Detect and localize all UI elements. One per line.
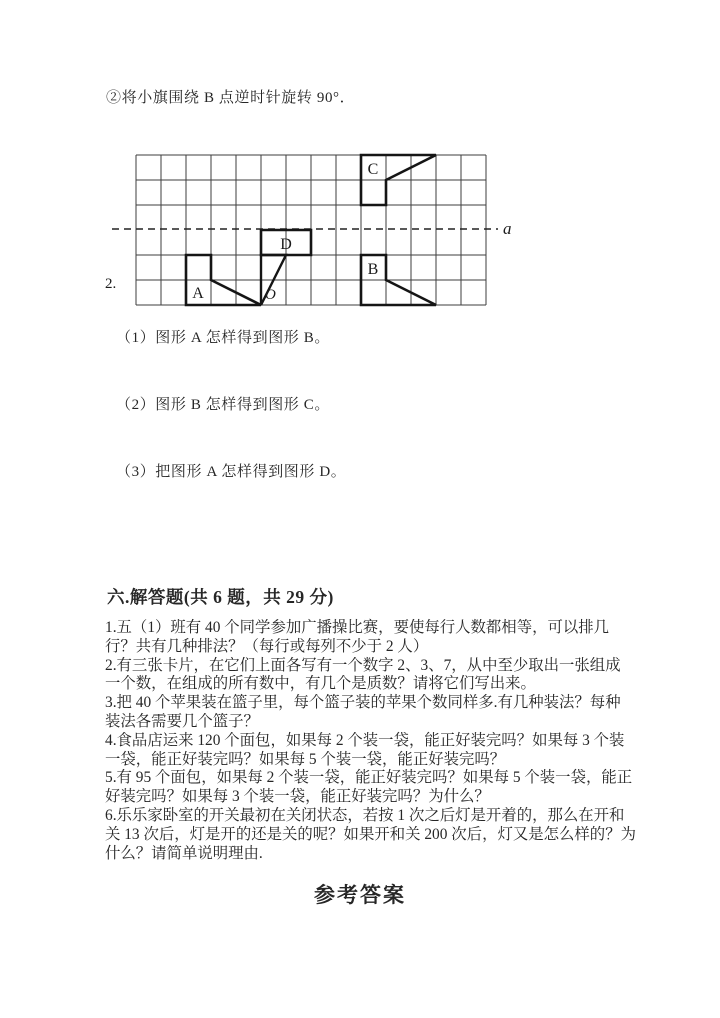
- label-b: B: [367, 261, 379, 278]
- question-1: （1）图形 A 怎样得到图形 B。: [116, 330, 330, 346]
- grid-figure: [100, 140, 520, 320]
- figure-item-number: 2.: [105, 276, 117, 292]
- section-heading: 六.解答题(共 6 题，共 29 分): [107, 587, 334, 607]
- axis-label: a: [503, 219, 512, 238]
- label-d: D: [280, 236, 292, 253]
- label-a: A: [192, 285, 204, 302]
- problem-3: 3.把 40 个苹果装在篮子里，每个篮子装的苹果个数同样多.有几种装法？每种 装法各需要几个篮子？: [105, 694, 621, 730]
- problem-1: 1.五（1）班有 40 个同学参加广播操比赛，要使每行人数都相等，可以排几 行？共有几种排法？（每行或每列不少于 2 人）: [105, 619, 610, 655]
- question-3: （3）把图形 A 怎样得到图形 D。: [116, 464, 347, 480]
- answer-key-heading: 参考答案: [314, 883, 406, 907]
- label-c: C: [367, 161, 379, 178]
- problem-6: 6.乐乐家卧室的开关最初在关闭状态，若按 1 次之后灯是开着的，那么在开和 关 13 次后，灯是开的还是关的呢？如果开和关 200 次后，灯又是怎么样的？为 什么？请简单说明理由.: [105, 806, 636, 862]
- problem-2: 2.有三张卡片，在它们上面各写有一个数字 2、3、7，从中至少取出一张组成 一个数，在组成的所有数中，有几个是质数？请将它们写出来。: [105, 656, 621, 693]
- problem-5: 5.有 95 个面包，如果每 2 个装一袋，能正好装完吗？如果每 5 个装一袋，能正 好装完吗？如果每 3 个装一袋，能正好装完吗？为什么？: [105, 769, 633, 806]
- problem-4: 4.食品店运来 120 个面包，如果每 2 个装一袋，能正好装完吗？如果每 3 个装 一袋，能正好装完吗？如果每 5 个装一袋，能正好装完吗？: [105, 731, 625, 768]
- problems-block: [105, 619, 665, 863]
- label-o: O: [265, 287, 276, 303]
- question-2: （2）图形 B 怎样得到图形 C。: [116, 397, 330, 413]
- rotation-instruction: ②将小旗围绕 B 点逆时针旋转 90°．: [106, 90, 356, 106]
